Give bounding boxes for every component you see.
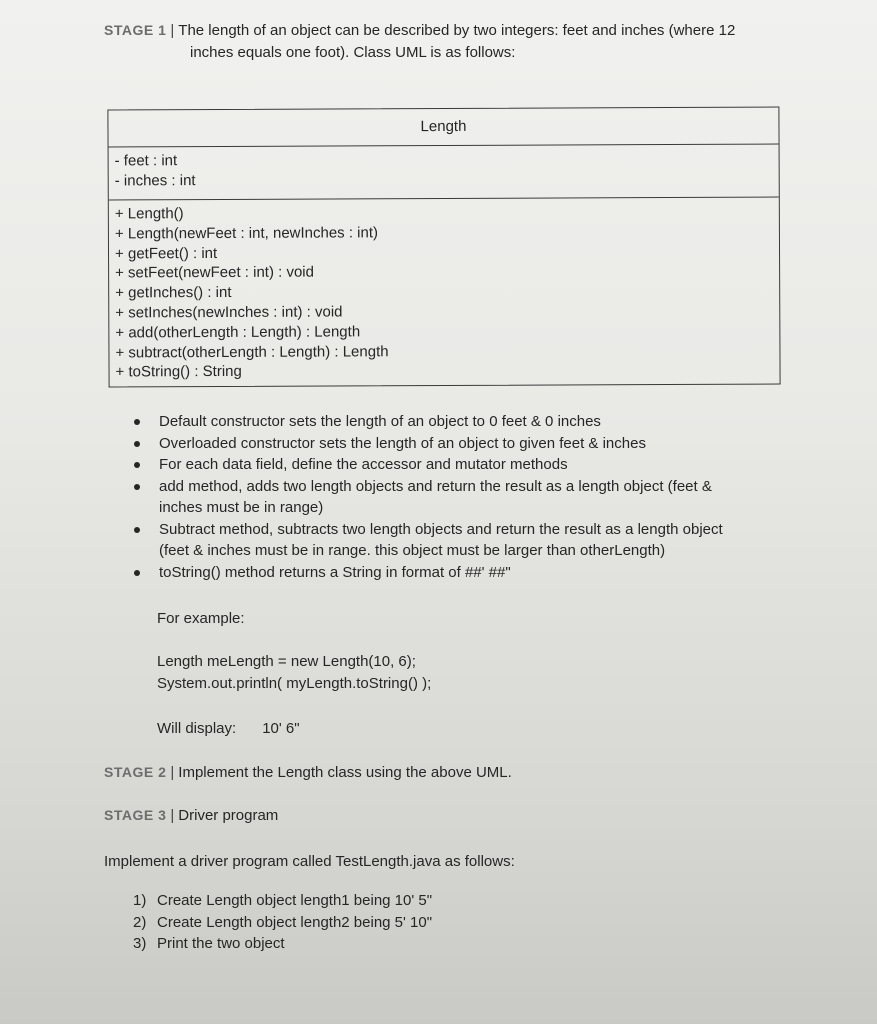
uml-attribute: - feet : int [114,152,178,170]
stage2-separator: | [170,764,175,781]
list-item-text-cont: (feet & inches must be in range. this object must be larger than otherLength) [159,542,666,559]
list-item [133,912,432,934]
example-code-line1: Length meLength = new Length(10, 6); [157,653,416,670]
step-text: Create Length object length2 being 5' 10" [157,913,433,931]
list-item [133,890,432,912]
stage1-tag: STAGE 1 [104,22,167,38]
list-item [130,562,770,584]
step-text: Create Length object length1 being 10' 5" [157,892,433,909]
stage3-line [104,805,278,826]
uml-method: + setFeet(newFeet : int) : void [115,263,314,282]
uml-method: + subtract(otherLength : Length) : Length [115,342,389,362]
list-item-text: toString() method returns a String in format of ##' ##" [159,563,511,581]
uml-method: + toString() : String [115,363,242,381]
bullet-icon [134,484,140,490]
stage3-separator: | [170,807,175,824]
stage3-text: Driver program [178,807,279,824]
uml-class-diagram [107,107,780,388]
list-item-text: For each data field, define the accessor and mutator methods [159,456,568,473]
stage1-separator: | [170,22,175,39]
display-label: Will display: [157,720,237,737]
uml-class-name: Length [108,108,778,148]
list-item-text-cont: inches must be in range) [159,499,324,516]
step-text: Print the two object [157,935,285,952]
display-value: 10' 6" [262,720,300,737]
bullet-icon [134,462,140,468]
uml-attribute: - inches : int [114,172,196,190]
uml-method: + Length() [114,205,184,223]
uml-methods [109,198,780,387]
stage2-tag: STAGE 2 [104,764,167,780]
driver-steps [133,890,432,955]
list-item [130,454,770,476]
list-item [130,476,770,519]
list-item-text: Overloaded constructor sets the length of an object to given feet & inches [159,434,646,452]
bullet-icon [134,441,140,447]
list-item-text: add method, adds two length objects and return the result as a length object (feet & [159,477,712,495]
uml-attributes [109,145,779,201]
bullet-icon [134,419,140,425]
stage1-description [104,19,794,64]
step-number: 2) [133,913,147,931]
uml-method: + add(otherLength : Length) : Length [115,323,361,342]
step-number: 3) [133,935,147,952]
list-item-text: Default constructor sets the length of an object to 0 feet & 0 inches [159,413,601,430]
list-item [130,411,770,433]
driver-intro: Implement a driver program called TestLength.java as follows: [104,853,515,870]
bullet-icon [134,570,140,576]
uml-method: + getFeet() : int [114,244,218,263]
uml-method: + Length(newFeet : int, newInches : int) [114,224,379,243]
list-item [130,519,770,562]
requirements-list [130,411,770,583]
stage2-line [104,762,512,783]
stage1-line1: The length of an object can be described by two integers: feet and inches (where 12 [178,22,736,39]
example-code-line2: System.out.println( myLength.toString() ); [157,675,432,692]
step-number: 1) [133,892,147,909]
example-label: For example: [157,610,245,627]
bullet-icon [134,527,140,533]
uml-method: + getInches() : int [115,284,232,302]
stage1-line2: inches equals one foot). Class UML is as follows: [190,44,516,61]
list-item-text: Subtract method, subtracts two length objects and return the result as a length object [159,520,723,538]
stage2-text: Implement the Length class using the above UML. [178,764,512,781]
uml-method: + setInches(newInches : int) : void [115,303,343,322]
list-item [130,433,770,455]
example-display [157,718,300,739]
list-item [133,933,432,955]
stage3-tag: STAGE 3 [104,807,167,823]
